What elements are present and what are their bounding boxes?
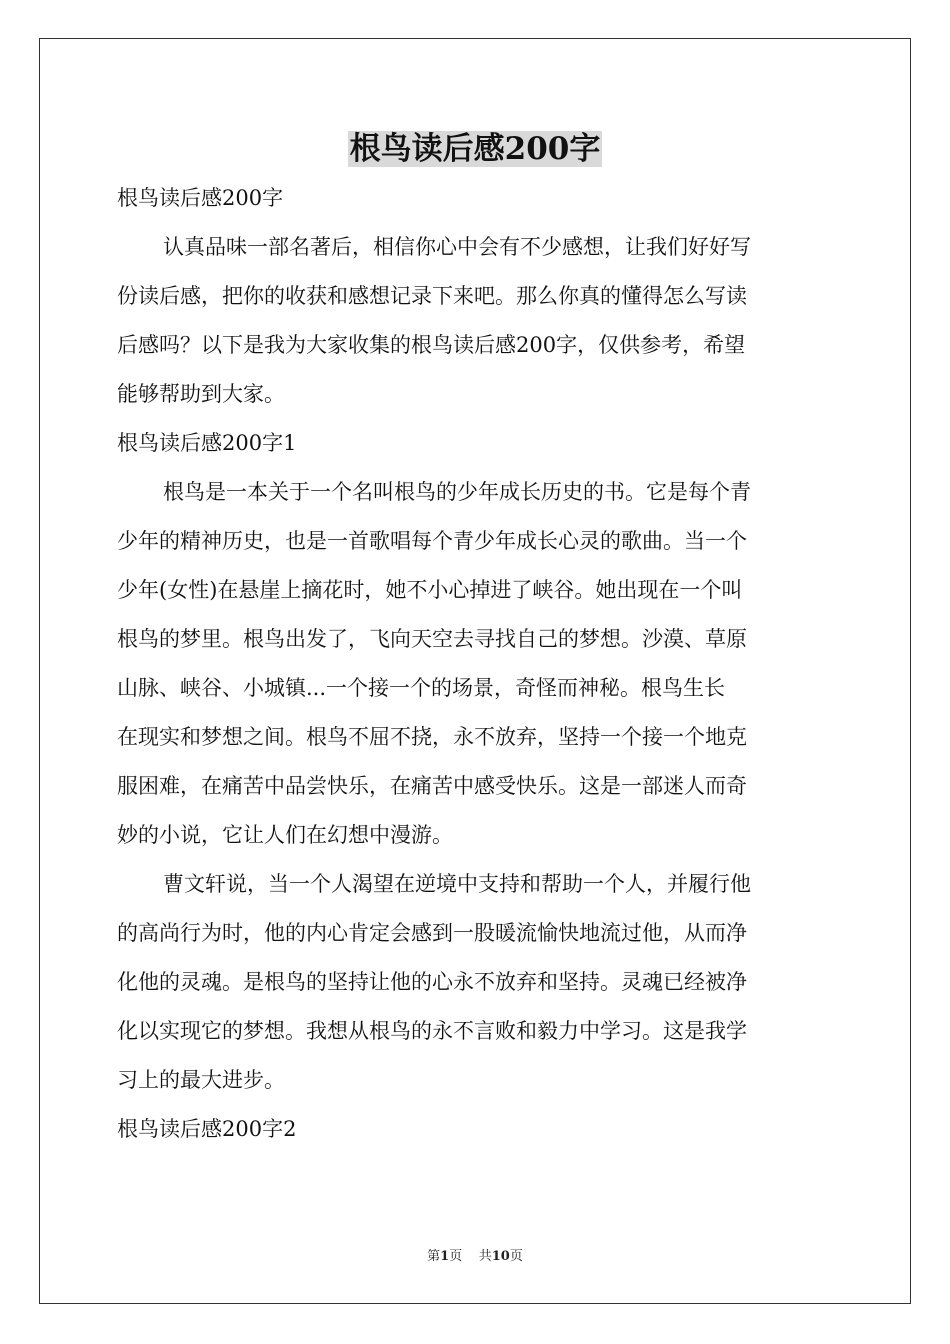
document-title-text: 根鸟读后感200字: [349, 131, 601, 167]
intro-line: 认真品味一部名著后，相信你心中会有不少感想，让我们好好写: [163, 235, 751, 259]
footer-total-prefix: 共: [478, 1249, 492, 1264]
paragraph-line: 在现实和梦想之间。根鸟不屈不挠，永不放弃，坚持一个接一个地克: [117, 725, 747, 749]
footer-page-suffix: 页: [449, 1249, 463, 1264]
paragraph-line: 的高尚行为时，他的内心肯定会感到一股暖流愉快地流过他，从而净: [117, 921, 747, 945]
paragraph-line: 妙的小说，它让人们在幻想中漫游。: [117, 823, 453, 847]
paragraph-line: 化他的灵魂。是根鸟的坚持让他的心永不放弃和坚持。灵魂已经被净: [117, 970, 747, 994]
section-heading-1: 根鸟读后感200字1: [117, 431, 297, 455]
section1-paragraph-2: [117, 860, 837, 1105]
paragraph-line: 曹文轩说，当一个人渴望在逆境中支持和帮助一个人，并履行他: [163, 872, 751, 896]
intro-paragraph: [117, 223, 837, 419]
intro-line: 能够帮助到大家。: [117, 382, 285, 406]
paragraph-line: 山脉、峡谷、小城镇...一个接一个的场景，奇怪而神秘。根鸟生长: [117, 676, 726, 700]
footer-total-suffix: 页: [509, 1249, 523, 1264]
paragraph-line: 根鸟是一本关于一个名叫根鸟的少年成长历史的书。它是每个青: [163, 480, 751, 504]
footer-total-pages: 10: [491, 1249, 510, 1264]
document-title: [0, 126, 950, 172]
footer-prefix: 第: [427, 1249, 441, 1264]
paragraph-line: 少年的精神历史，也是一首歌唱每个青少年成长心灵的歌曲。当一个: [117, 529, 747, 553]
document-subtitle: 根鸟读后感200字: [117, 186, 284, 210]
document-body: [117, 174, 837, 1154]
footer-page-number: 1: [440, 1249, 450, 1264]
paragraph-line: 根鸟的梦里。根鸟出发了，飞向天空去寻找自己的梦想。沙漠、草原: [117, 627, 747, 651]
page-footer: [0, 1248, 950, 1266]
section1-paragraph-1: [117, 468, 837, 860]
paragraph-line: 习上的最大进步。: [117, 1068, 285, 1092]
paragraph-line: 少年(女性)在悬崖上摘花时，她不小心掉进了峡谷。她出现在一个叫: [117, 578, 743, 602]
intro-line: 份读后感，把你的收获和感想记录下来吧。那么你真的懂得怎么写读: [117, 284, 747, 308]
intro-line: 后感吗？以下是我为大家收集的根鸟读后感200字，仅供参考，希望: [117, 333, 746, 357]
paragraph-line: 服困难，在痛苦中品尝快乐，在痛苦中感受快乐。这是一部迷人而奇: [117, 774, 747, 798]
section-heading-2: 根鸟读后感200字2: [117, 1117, 297, 1141]
paragraph-line: 化以实现它的梦想。我想从根鸟的永不言败和毅力中学习。这是我学: [117, 1019, 747, 1043]
